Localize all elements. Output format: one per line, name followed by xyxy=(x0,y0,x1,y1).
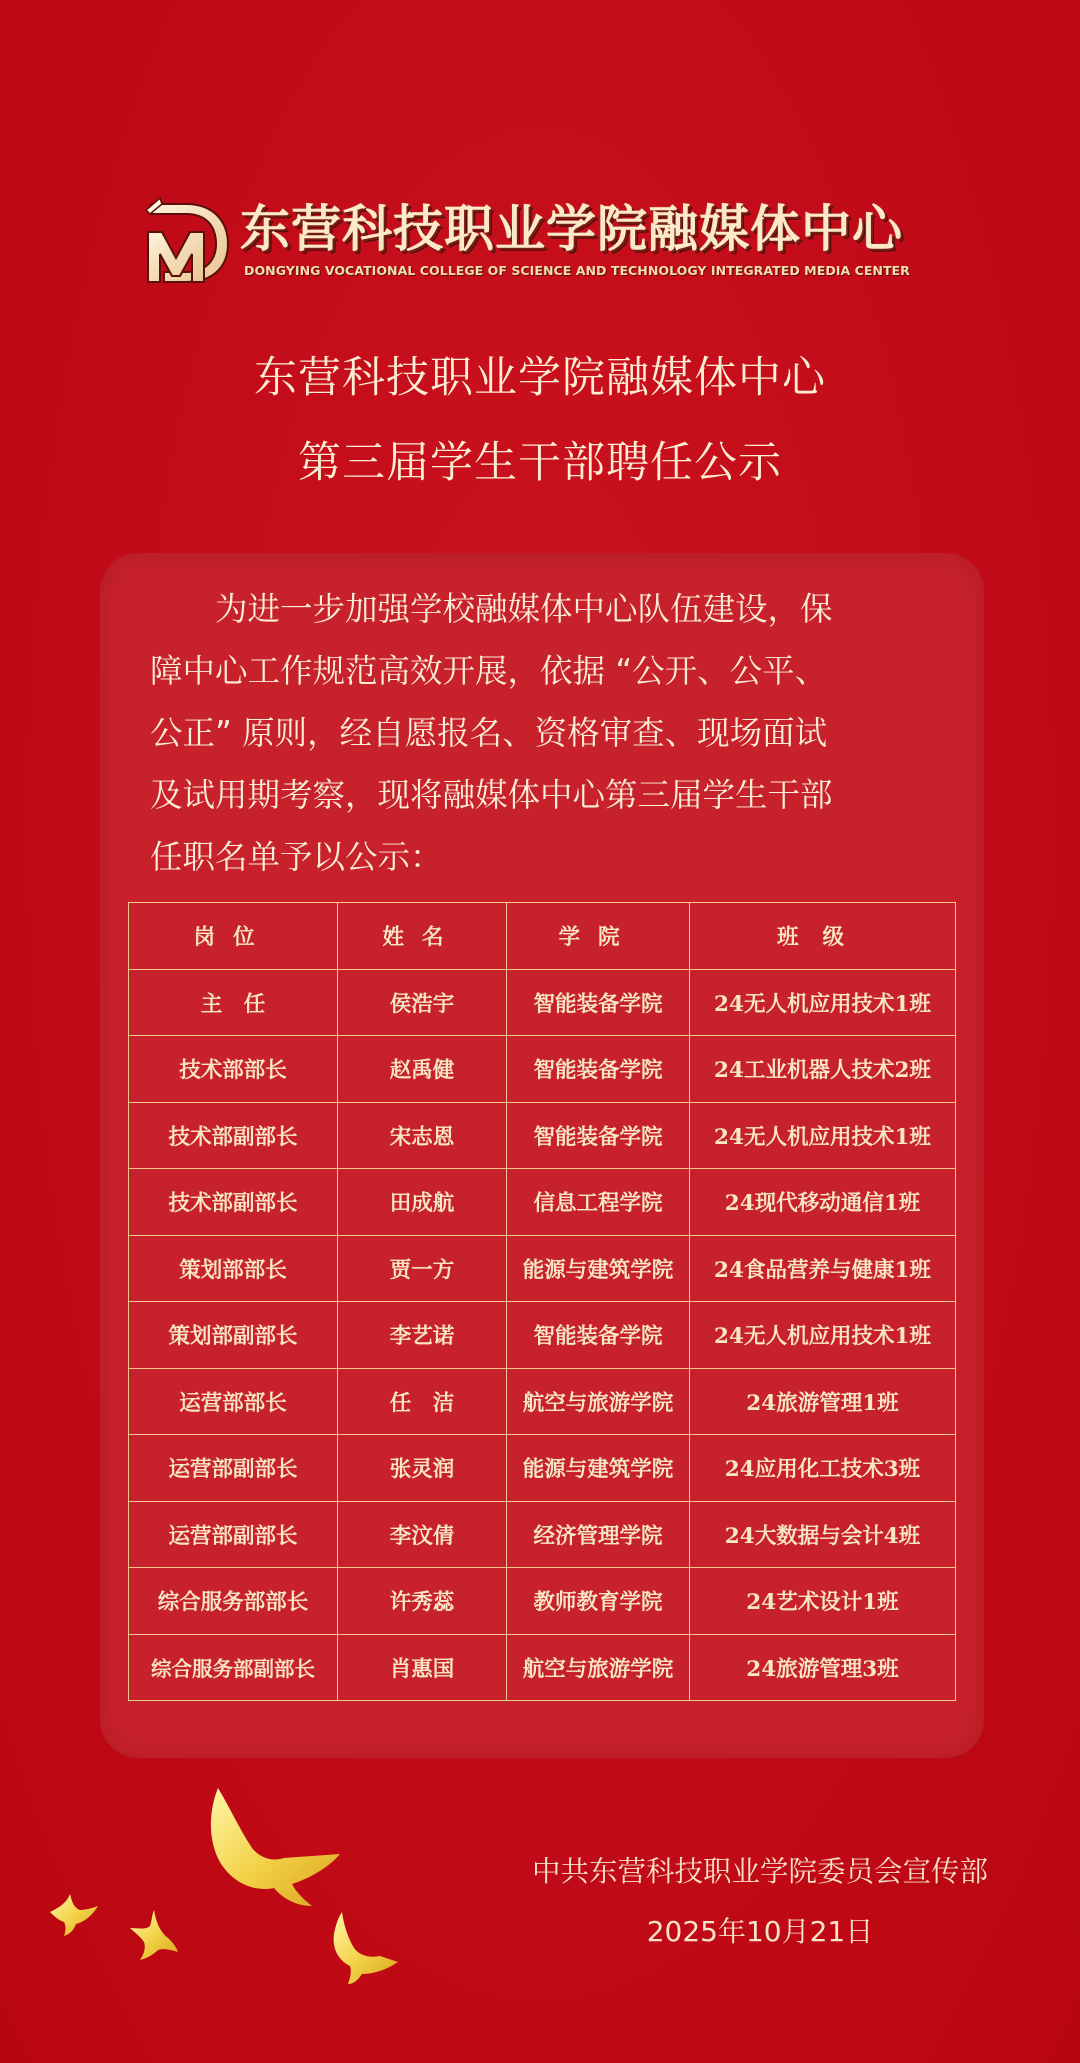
table-row xyxy=(129,1036,956,1103)
cell-college: 航空与旅游学院 xyxy=(507,1368,690,1435)
table-row xyxy=(129,1235,956,1302)
cell-position: 技术部副部长 xyxy=(129,1102,338,1169)
cell-position: 策划部副部长 xyxy=(129,1302,338,1369)
cell-class: 24大数据与会计4班 xyxy=(690,1501,956,1568)
table-row xyxy=(129,1302,956,1369)
cell-position: 主 任 xyxy=(129,969,338,1036)
cell-position: 综合服务部副部长 xyxy=(129,1634,338,1701)
cell-college: 经济管理学院 xyxy=(507,1501,690,1568)
cell-class: 24旅游管理1班 xyxy=(690,1368,956,1435)
cell-name: 宋志恩 xyxy=(338,1102,507,1169)
media-center-logo xyxy=(142,196,974,288)
cell-class: 24应用化工技术3班 xyxy=(690,1435,956,1502)
cell-class: 24食品营养与健康1班 xyxy=(690,1235,956,1302)
appointment-table xyxy=(128,902,956,1701)
cell-position: 综合服务部部长 xyxy=(129,1568,338,1635)
cell-name: 许秀蕊 xyxy=(338,1568,507,1635)
header-class: 班级 xyxy=(690,903,956,970)
table-row xyxy=(129,1568,956,1635)
cell-position: 运营部部长 xyxy=(129,1368,338,1435)
cell-class: 24现代移动通信1班 xyxy=(690,1169,956,1236)
cell-college: 航空与旅游学院 xyxy=(507,1634,690,1701)
cell-college: 信息工程学院 xyxy=(507,1169,690,1236)
intro-line: 障中心工作规范高效开展，依据 “公开、公平、 xyxy=(150,652,828,690)
table-row xyxy=(129,1501,956,1568)
cell-position: 运营部副部长 xyxy=(129,1501,338,1568)
cell-class: 24无人机应用技术1班 xyxy=(690,1102,956,1169)
golden-dove-icon xyxy=(320,1912,400,1984)
cell-position: 技术部部长 xyxy=(129,1036,338,1103)
table-row xyxy=(129,969,956,1036)
cell-name: 李汶倩 xyxy=(338,1501,507,1568)
cell-name: 赵禹健 xyxy=(338,1036,507,1103)
page-title-line-1: 东营科技职业学院融媒体中心 xyxy=(254,353,826,403)
header-position: 岗位 xyxy=(129,903,338,970)
issuing-department: 中共东营科技职业学院委员会宣传部 xyxy=(531,1855,988,1888)
cell-college: 教师教育学院 xyxy=(507,1568,690,1635)
cell-position: 运营部副部长 xyxy=(129,1435,338,1502)
intro-paragraph xyxy=(150,578,940,888)
cell-position: 策划部部长 xyxy=(129,1235,338,1302)
cell-college: 智能装备学院 xyxy=(507,1102,690,1169)
golden-dove-icon xyxy=(130,1910,178,1960)
logo-chinese-text: 东营科技职业学院融媒体中心 xyxy=(240,200,903,258)
table-row xyxy=(129,1169,956,1236)
header-college: 学院 xyxy=(507,903,690,970)
cell-position: 技术部副部长 xyxy=(129,1169,338,1236)
cell-name: 田成航 xyxy=(338,1169,507,1236)
cell-name: 任 洁 xyxy=(338,1368,507,1435)
cell-class: 24无人机应用技术1班 xyxy=(690,1302,956,1369)
table-row xyxy=(129,1634,956,1701)
cell-class: 24旅游管理3班 xyxy=(690,1634,956,1701)
cell-name: 李艺诺 xyxy=(338,1302,507,1369)
cell-college: 智能装备学院 xyxy=(507,1036,690,1103)
table-row xyxy=(129,1368,956,1435)
table-row xyxy=(129,1435,956,1502)
intro-line: 任职名单予以公示： xyxy=(150,838,443,876)
cell-name: 侯浩宇 xyxy=(338,969,507,1036)
cell-college: 能源与建筑学院 xyxy=(507,1235,690,1302)
cell-name: 肖惠国 xyxy=(338,1634,507,1701)
cell-college: 智能装备学院 xyxy=(507,969,690,1036)
cell-name: 张灵润 xyxy=(338,1435,507,1502)
dm-monogram-icon xyxy=(142,196,232,288)
cell-class: 24工业机器人技术2班 xyxy=(690,1036,956,1103)
header-name: 姓名 xyxy=(338,903,507,970)
table-row xyxy=(129,1102,956,1169)
cell-college: 智能装备学院 xyxy=(507,1302,690,1369)
cell-name: 贾一方 xyxy=(338,1235,507,1302)
intro-line: 公正” 原则，经自愿报名、资格审查、现场面试 xyxy=(150,714,828,752)
intro-line: 为进一步加强学校融媒体中心队伍建设，保 xyxy=(150,590,833,628)
cell-class: 24无人机应用技术1班 xyxy=(690,969,956,1036)
cell-class: 24艺术设计1班 xyxy=(690,1568,956,1635)
page-title-line-2: 第三届学生干部聘任公示 xyxy=(298,438,782,488)
issue-date: 2025年10月21日 xyxy=(646,1915,874,1948)
intro-line: 及试用期考察，现将融媒体中心第三届学生干部 xyxy=(150,776,833,814)
golden-dove-icon xyxy=(200,1788,350,1918)
cell-college: 能源与建筑学院 xyxy=(507,1435,690,1502)
table-header-row xyxy=(129,903,956,970)
golden-dove-icon xyxy=(48,1888,98,1936)
logo-english-text: DONGYING VOCATIONAL COLLEGE OF SCIENCE AND TECHNOLOGY INTEGRATED MEDIA CENTER xyxy=(244,263,910,278)
